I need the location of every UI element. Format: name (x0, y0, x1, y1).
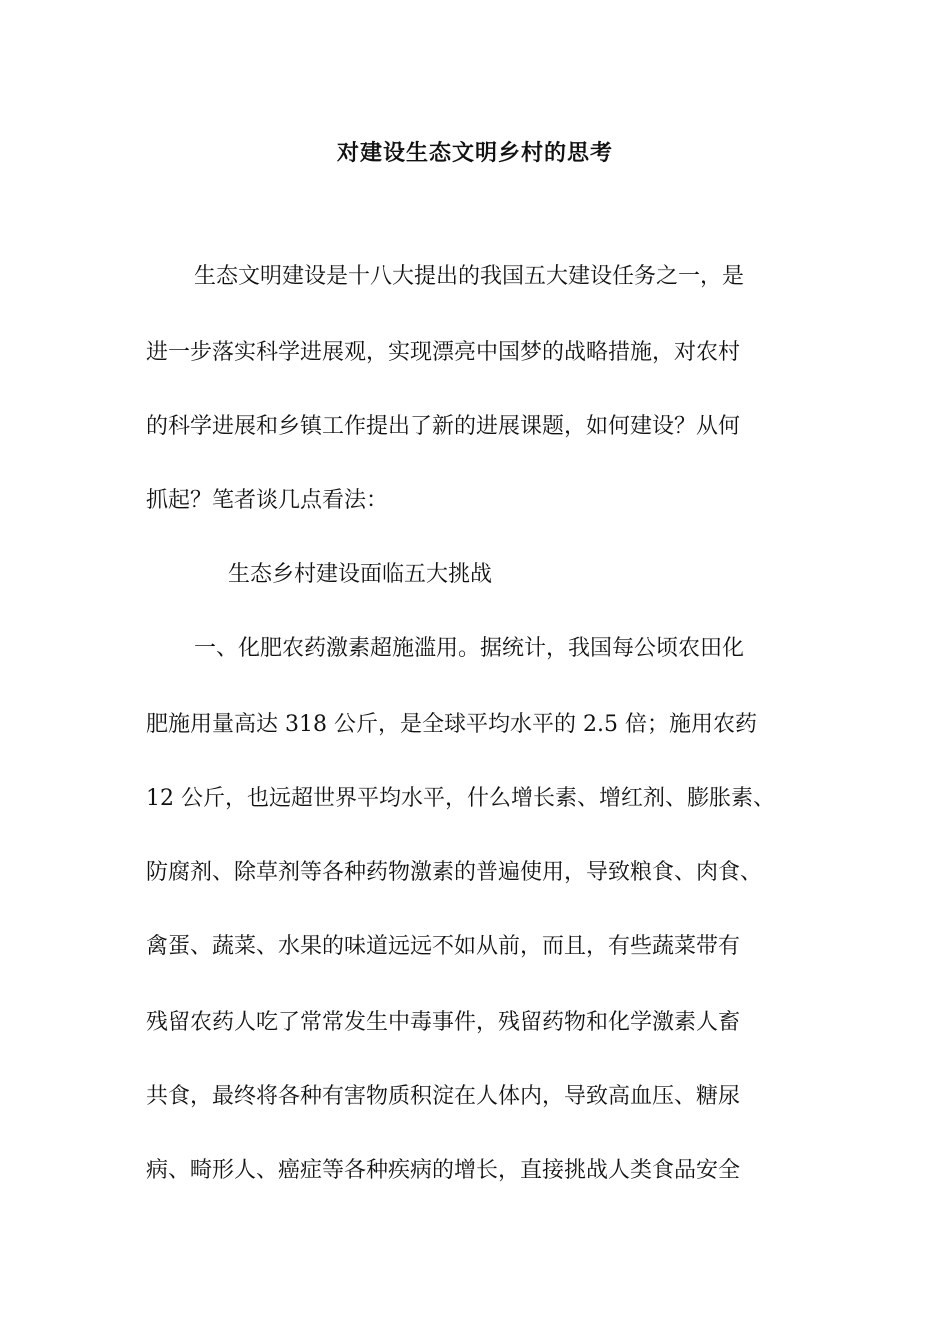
paragraph-line: 的科学进展和乡镇工作提出了新的进展课题，如何建设？从何 (146, 414, 741, 439)
paragraph-line: 防腐剂、除草剂等各种药物激素的普遍使用，导致粮食、肉食、 (146, 860, 763, 885)
paragraph-line: 12 公斤，也远超世界平均水平，什么增长素、增红剂、膨胀素、 (146, 786, 775, 811)
paragraph-line: 禽蛋、蔬菜、水果的味道远远不如从前，而且，有些蔬菜带有 (146, 934, 741, 959)
paragraph-line: 生态文明建设是十八大提出的我国五大建设任务之一，是 (194, 264, 745, 289)
section-heading: 生态乡村建设面临五大挑战 (228, 562, 493, 587)
document-title: 对建设生态文明乡村的思考 (336, 140, 613, 166)
paragraph-line: 肥施用量高达 318 公斤，是全球平均水平的 2.5 倍；施用农药 (146, 712, 757, 737)
paragraph-line: 残留农药人吃了常常发生中毒事件，残留药物和化学激素人畜 (146, 1010, 741, 1035)
paragraph-line: 进一步落实科学进展观，实现漂亮中国梦的战略措施，对农村 (146, 340, 741, 365)
paragraph-line: 共食，最终将各种有害物质积淀在人体内，导致高血压、糖尿 (146, 1084, 741, 1109)
paragraph-line: 抓起？笔者谈几点看法： (146, 488, 389, 513)
paragraph-line: 病、畸形人、癌症等各种疾病的增长，直接挑战人类食品安全 (146, 1158, 741, 1183)
paragraph-line: 一、化肥农药激素超施滥用。据统计，我国每公顷农田化 (194, 636, 745, 661)
